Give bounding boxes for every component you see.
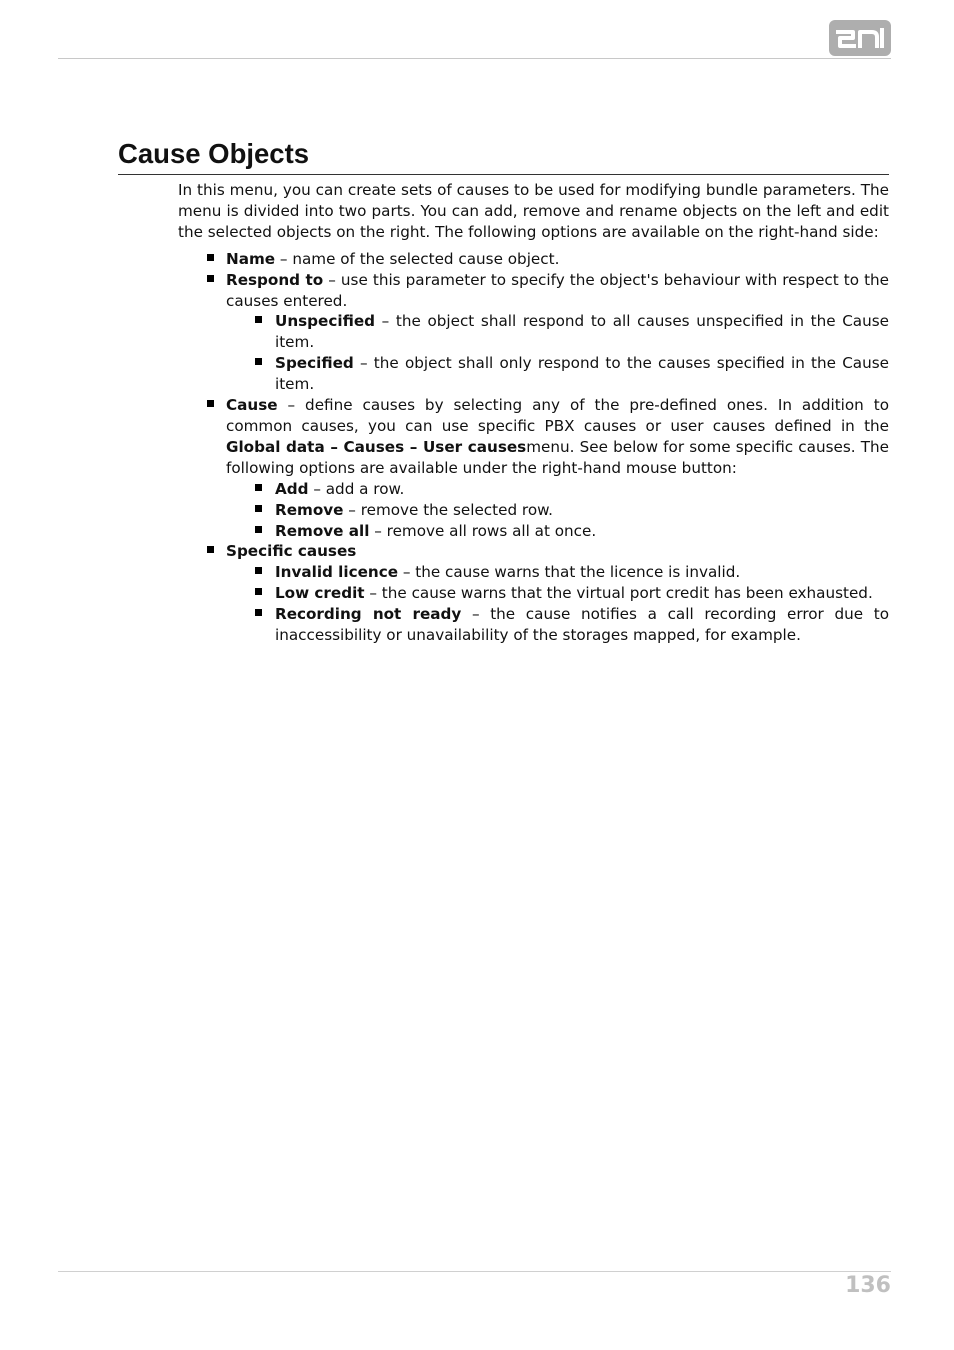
term: Cause [226,396,278,415]
term: Name [226,249,276,268]
sub-item-remove-all [226,521,889,542]
sub-item-unspecified [226,311,889,353]
term: Recording not ready [275,605,462,624]
square-bullet-icon [255,526,262,533]
sub-list [226,562,889,646]
page-title: Cause Objects [118,136,889,175]
term: Remove all [275,521,370,540]
2n-logo-icon [829,20,891,56]
term: Unspecified [275,312,375,331]
description: – the object shall respond to all causes unspecified in the Cause item. [275,312,889,352]
sub-item-remove [226,500,889,521]
list-item-respond-to [178,270,889,395]
square-bullet-icon [255,588,262,595]
description: – add a row. [308,479,405,498]
description: – the cause warns that the licence is invalid. [398,563,741,582]
term: Respond to [226,270,324,289]
square-bullet-icon [255,484,262,491]
sub-item-recording-not-ready [226,604,889,646]
page-number: 136 [845,1273,891,1298]
sub-item-invalid-licence [226,562,889,583]
description: – name of the selected cause object. [275,249,560,268]
description: – remove all rows all at once. [369,521,597,540]
sub-item-low-credit [226,583,889,604]
sub-list [226,479,889,542]
document-body [178,180,889,646]
description-continued: menu. See below for some specific causes. The following options are available under the right-hand mouse button: [226,437,889,477]
list-item-cause [178,395,889,541]
square-bullet-icon [255,609,262,616]
description: – the cause warns that the virtual port credit has been exhausted. [364,584,873,603]
sub-list [226,311,889,395]
term: Remove [275,500,344,519]
description: – remove the selected row. [343,500,553,519]
list-item-specific-causes [178,541,889,646]
description: – define causes by selecting any of the pre-defined ones. In addition to common causes, you can use specific PBX causes or user causes defined in the [226,396,889,435]
square-bullet-icon [207,275,214,282]
description: – the object shall only respond to the causes specified in the Cause item. [275,354,889,394]
term: Low credit [275,584,365,603]
intro-paragraph: In this menu, you can create sets of causes to be used for modifying bundle parameters. The menu is divided into two parts. You can add, remove and rename objects on the left and edit the selected objects on the right. The following options are available on the right-hand side: [178,181,889,241]
footer-rule [58,1271,891,1272]
option-list [178,249,889,646]
square-bullet-icon [207,546,214,553]
square-bullet-icon [207,400,214,407]
description: – use this parameter to specify the object's behaviour with respect to the causes entered. [226,270,889,310]
term: Invalid licence [275,563,399,582]
header-rule [58,58,891,59]
square-bullet-icon [255,358,262,365]
list-item-name [178,249,889,270]
term: Specified [275,354,354,373]
square-bullet-icon [255,505,262,512]
term: Add [275,479,309,498]
menu-path: Global data – Causes – User causes [226,437,527,456]
sub-item-add [226,479,889,500]
square-bullet-icon [207,254,214,261]
term: Specific causes [226,542,357,561]
sub-item-specified [226,353,889,395]
square-bullet-icon [255,316,262,323]
square-bullet-icon [255,567,262,574]
description: – the cause notifies a call recording error due to inaccessibility or unavailability of the storages mapped, for example. [275,605,889,645]
2n-logo [829,20,891,56]
